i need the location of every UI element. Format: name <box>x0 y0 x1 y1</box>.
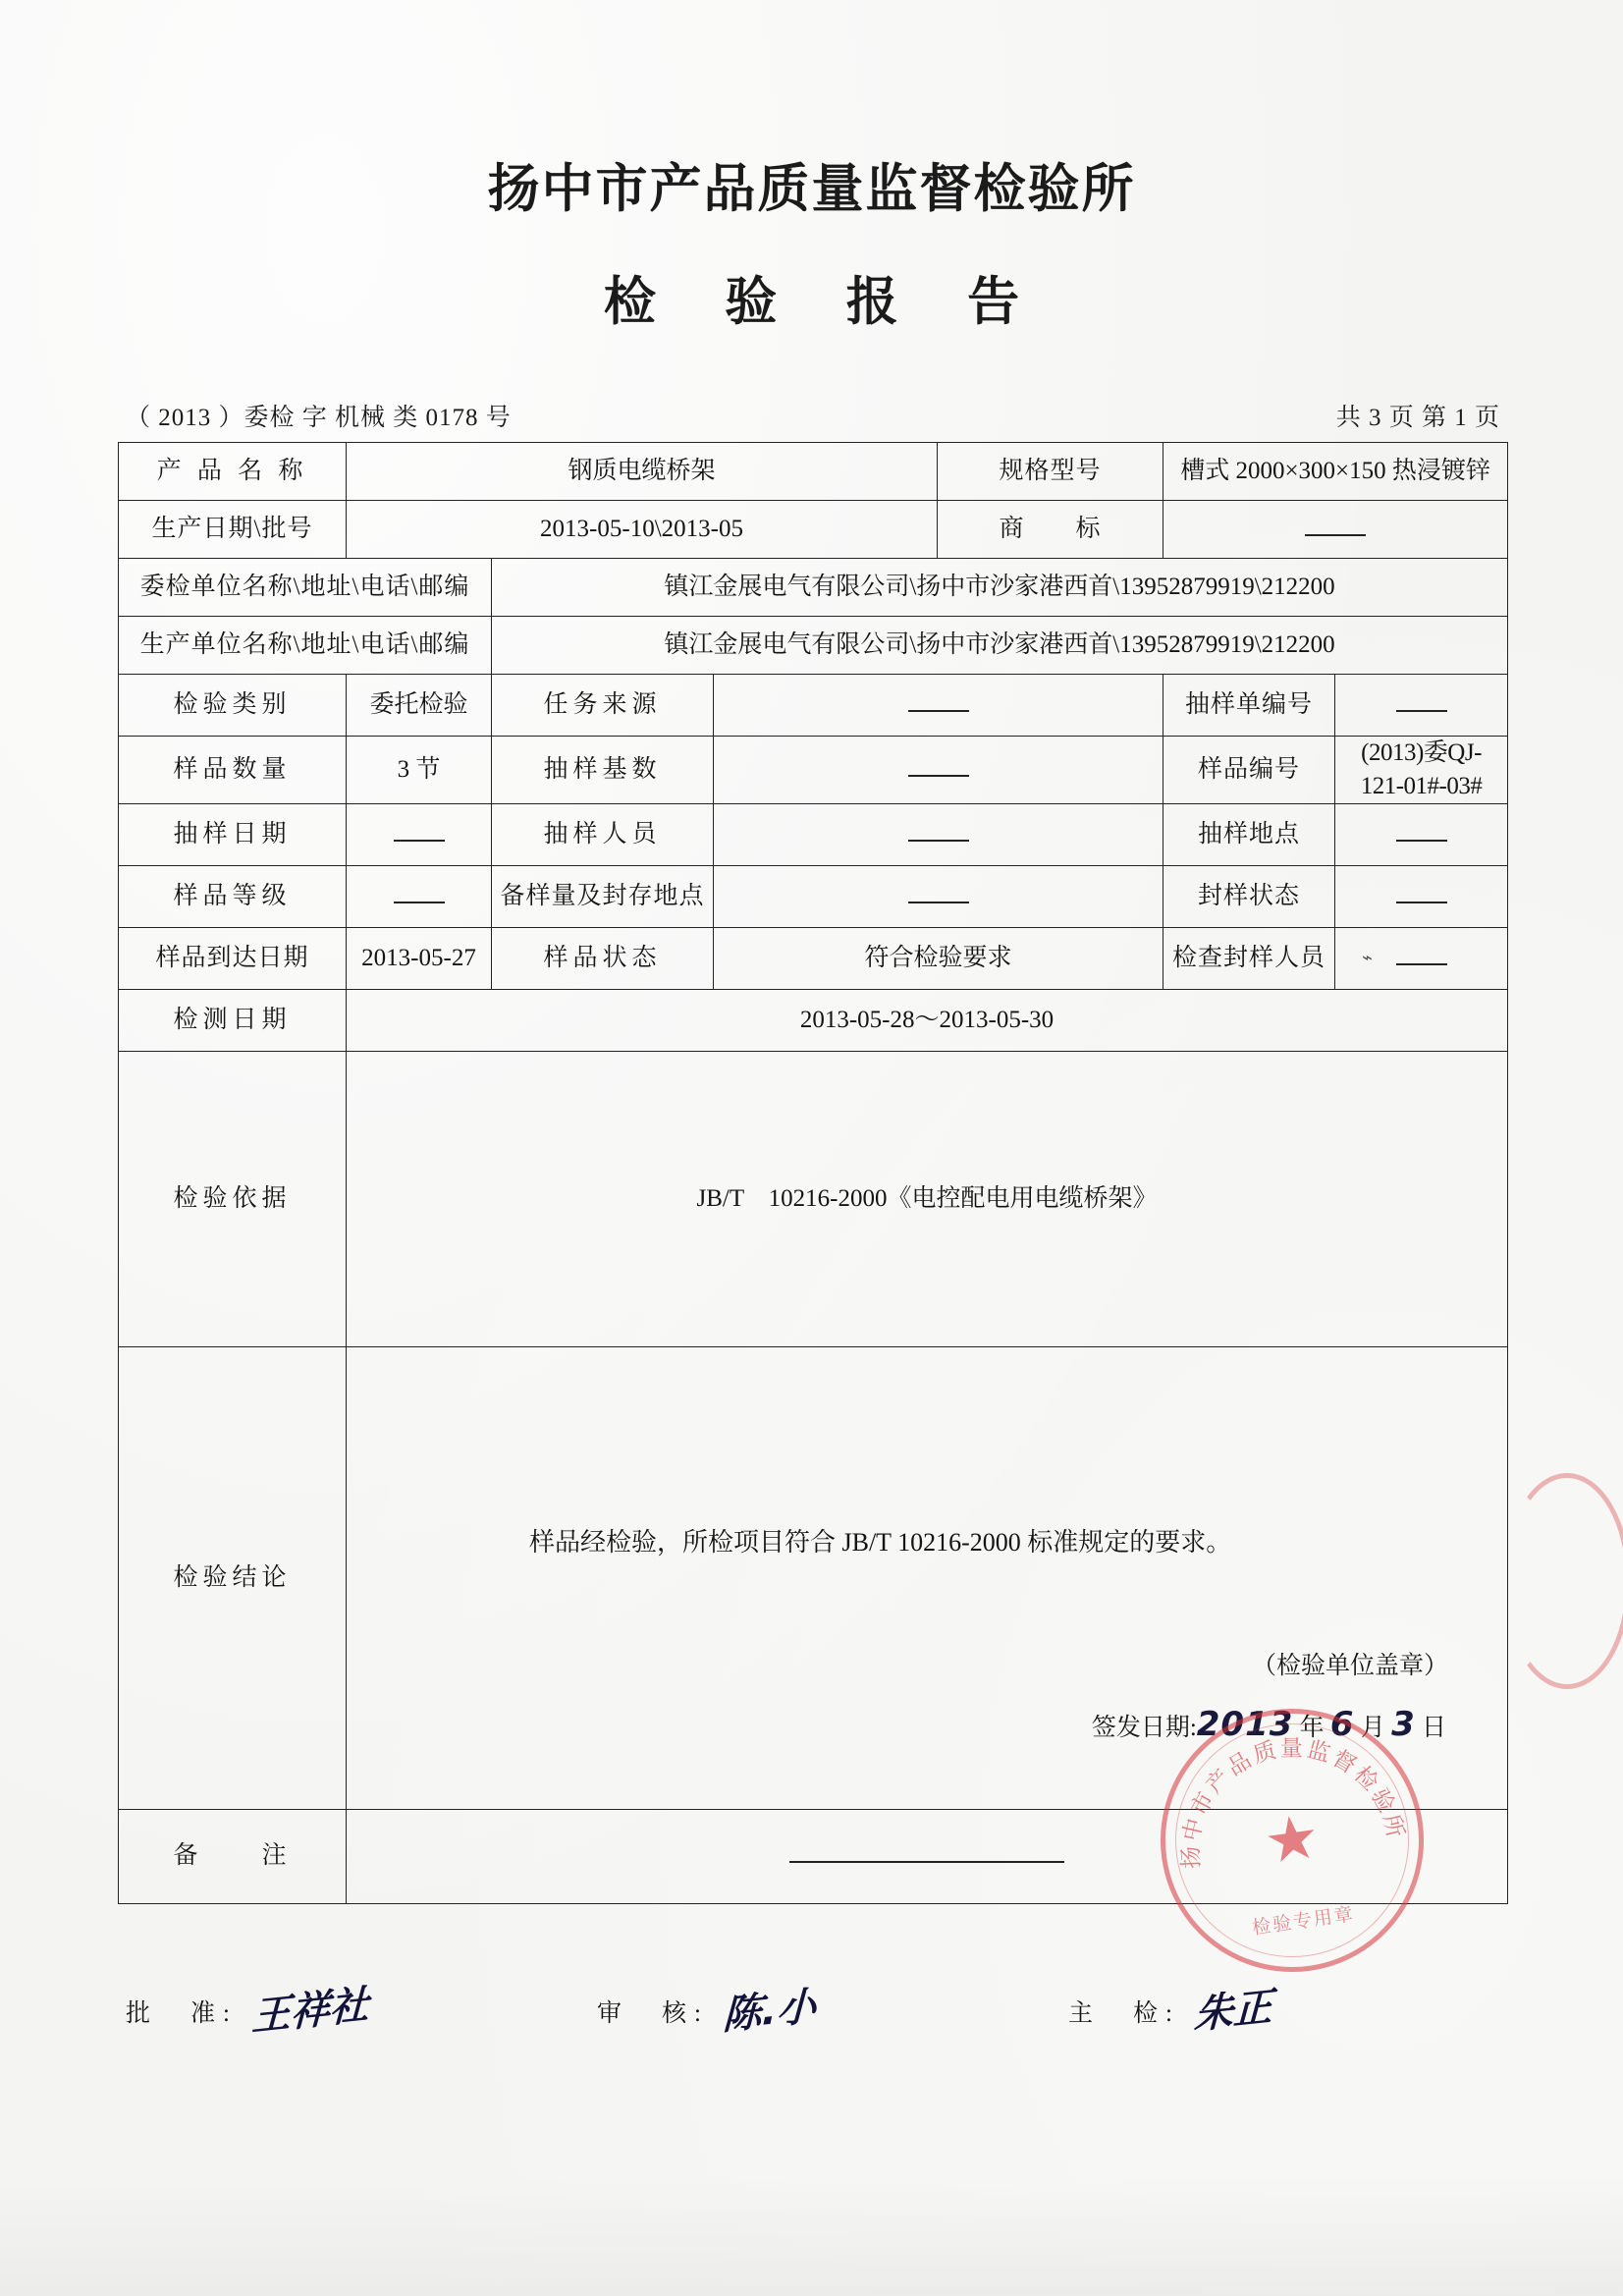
trademark-label: 商 标 <box>938 501 1163 559</box>
pen-mark: ⌁ <box>1362 948 1373 967</box>
trademark-value <box>1163 501 1508 559</box>
blank-dash <box>394 827 445 842</box>
seal-state-value <box>1335 865 1508 927</box>
product-name-label: 产 品 名 称 <box>119 443 347 501</box>
sampling-place-label: 抽样地点 <box>1163 803 1335 865</box>
sample-no-label: 样品编号 <box>1163 737 1335 804</box>
test-date-value: 2013-05-28～2013-05-30 <box>347 989 1508 1051</box>
client-info-label: 委检单位名称\地址\电话\邮编 <box>119 559 492 617</box>
spec-label: 规格型号 <box>938 443 1163 501</box>
sampling-no-value <box>1335 675 1508 737</box>
table-row <box>119 989 1508 1051</box>
institute-title: 扬中市产品质量监督检验所 <box>487 158 1136 219</box>
chief-signature: 朱正 <box>1193 1984 1273 2039</box>
issue-date-line <box>1092 1703 1446 1748</box>
blank-dash <box>1396 827 1447 842</box>
issue-month-unit: 月 <box>1360 1714 1385 1741</box>
task-source-value <box>714 675 1163 737</box>
test-date-label: 检测日期 <box>119 989 347 1051</box>
conclusion-label: 检验结论 <box>119 1346 347 1809</box>
issue-year: 2013 <box>1196 1704 1294 1744</box>
sample-grade-label: 样品等级 <box>119 865 347 927</box>
task-source-label: 任务来源 <box>492 675 714 737</box>
remark-value <box>347 1809 1508 1903</box>
sample-grade-value <box>347 865 492 927</box>
basis-label: 检验依据 <box>119 1051 347 1346</box>
sampling-no-label: 抽样单编号 <box>1163 675 1335 737</box>
seal-checker-label: 检查封样人员 <box>1163 927 1335 989</box>
basis-value: JB/T 10216-2000《电控配电用电缆桥架》 <box>347 1051 1508 1346</box>
production-date-label: 生产日期\批号 <box>119 501 347 559</box>
manufacturer-info-value: 镇江金展电气有限公司\扬中市沙家港西首\13952879919\212200 <box>492 617 1508 675</box>
table-row <box>119 927 1508 989</box>
client-info-value: 镇江金展电气有限公司\扬中市沙家港西首\13952879919\212200 <box>492 559 1508 617</box>
table-row <box>119 617 1508 675</box>
report-number: （ 2013 ）委检 字 机械 类 0178 号 <box>126 405 512 431</box>
review-label: 审 核: <box>597 2000 709 2027</box>
approve-label: 批 准: <box>126 2000 238 2027</box>
sampling-date-label: 抽样日期 <box>119 803 347 865</box>
approve-signature: 王祥社 <box>250 1982 370 2041</box>
spare-sample-value <box>714 865 1163 927</box>
table-row <box>119 675 1508 737</box>
issue-year-unit: 年 <box>1299 1714 1325 1741</box>
seal-bottom-text: 检验专用章 <box>1251 1903 1357 1940</box>
seal-checker-value <box>1335 927 1508 989</box>
report-table <box>118 442 1508 1904</box>
conclusion-value: 样品经检验，所检项目符合 JB/T 10216-2000 标准规定的要求。 <box>529 1527 1232 1557</box>
sample-qty-label: 样品数量 <box>119 737 347 804</box>
sampling-date-value <box>347 803 492 865</box>
blank-dash <box>1396 697 1447 712</box>
table-row <box>119 1346 1508 1809</box>
chief-label: 主 检: <box>1068 2000 1180 2027</box>
sampling-place-value <box>1335 803 1508 865</box>
issue-date-prefix: 签发日期: <box>1091 1714 1197 1741</box>
signature-row <box>126 1982 1500 2041</box>
review-signature: 陈.小 <box>722 1983 817 2040</box>
table-row <box>119 501 1508 559</box>
sample-state-label: 样品状态 <box>492 927 714 989</box>
table-row <box>119 737 1508 804</box>
table-row <box>119 1809 1508 1903</box>
spare-sample-label: 备样量及封存地点 <box>492 865 714 927</box>
seal-note: （检验单位盖章） <box>1252 1652 1449 1679</box>
sample-no-value: (2013)委QJ-121-01#-03# <box>1335 737 1508 804</box>
product-name-value: 钢质电缆桥架 <box>347 443 938 501</box>
blank-dash <box>908 762 969 777</box>
table-row <box>119 865 1508 927</box>
blank-dash <box>1396 889 1447 903</box>
remark-label: 备 注 <box>119 1809 347 1903</box>
sampler-value <box>714 803 1163 865</box>
approve-signature-group <box>126 1982 597 2041</box>
manufacturer-info-label: 生产单位名称\地址\电话\邮编 <box>119 617 492 675</box>
sample-state-value: 符合检验要求 <box>714 927 1163 989</box>
blank-dash <box>908 889 969 903</box>
sample-qty-value: 3 节 <box>347 737 492 804</box>
inspection-type-value: 委托检验 <box>347 675 492 737</box>
blank-dash <box>394 889 445 903</box>
seal-edge-mark <box>1503 1473 1623 1689</box>
blank-dash <box>1396 951 1447 965</box>
issue-day: 3 <box>1391 1704 1416 1744</box>
arrival-date-label: 样品到达日期 <box>119 927 347 989</box>
sampling-base-label: 抽样基数 <box>492 737 714 804</box>
blank-dash <box>1305 521 1366 536</box>
table-row <box>119 1051 1508 1346</box>
review-signature-group <box>597 1983 1068 2040</box>
table-row <box>119 559 1508 617</box>
issue-month: 6 <box>1329 1704 1355 1744</box>
seal-state-label: 封样状态 <box>1163 865 1335 927</box>
report-meta <box>126 398 1500 433</box>
issue-day-unit: 日 <box>1422 1714 1447 1741</box>
page-number: 共 3 页 第 1 页 <box>1335 405 1500 431</box>
conclusion-cell <box>347 1346 1508 1809</box>
page-title: 检 验 报 告 <box>603 271 1046 332</box>
chief-signature-group <box>1068 1984 1500 2039</box>
remark-blank-line <box>789 1847 1064 1863</box>
star-icon: ★ <box>1260 1803 1325 1878</box>
table-row <box>119 443 1508 501</box>
spec-value: 槽式 2000×300×150 热浸镀锌 <box>1163 443 1508 501</box>
sampling-base-value <box>714 737 1163 804</box>
sampler-label: 抽样人员 <box>492 803 714 865</box>
inspection-type-label: 检验类别 <box>119 675 347 737</box>
production-date-value: 2013-05-10\2013-05 <box>347 501 938 559</box>
table-row <box>119 803 1508 865</box>
blank-dash <box>908 697 969 712</box>
arrival-date-value: 2013-05-27 <box>347 927 492 989</box>
svg-text:扬中市产品质量监督检验所: 扬中市产品质量监督检验所 <box>1178 1735 1409 1870</box>
page-bottom-shadow <box>0 2178 1623 2296</box>
blank-dash <box>908 827 969 842</box>
